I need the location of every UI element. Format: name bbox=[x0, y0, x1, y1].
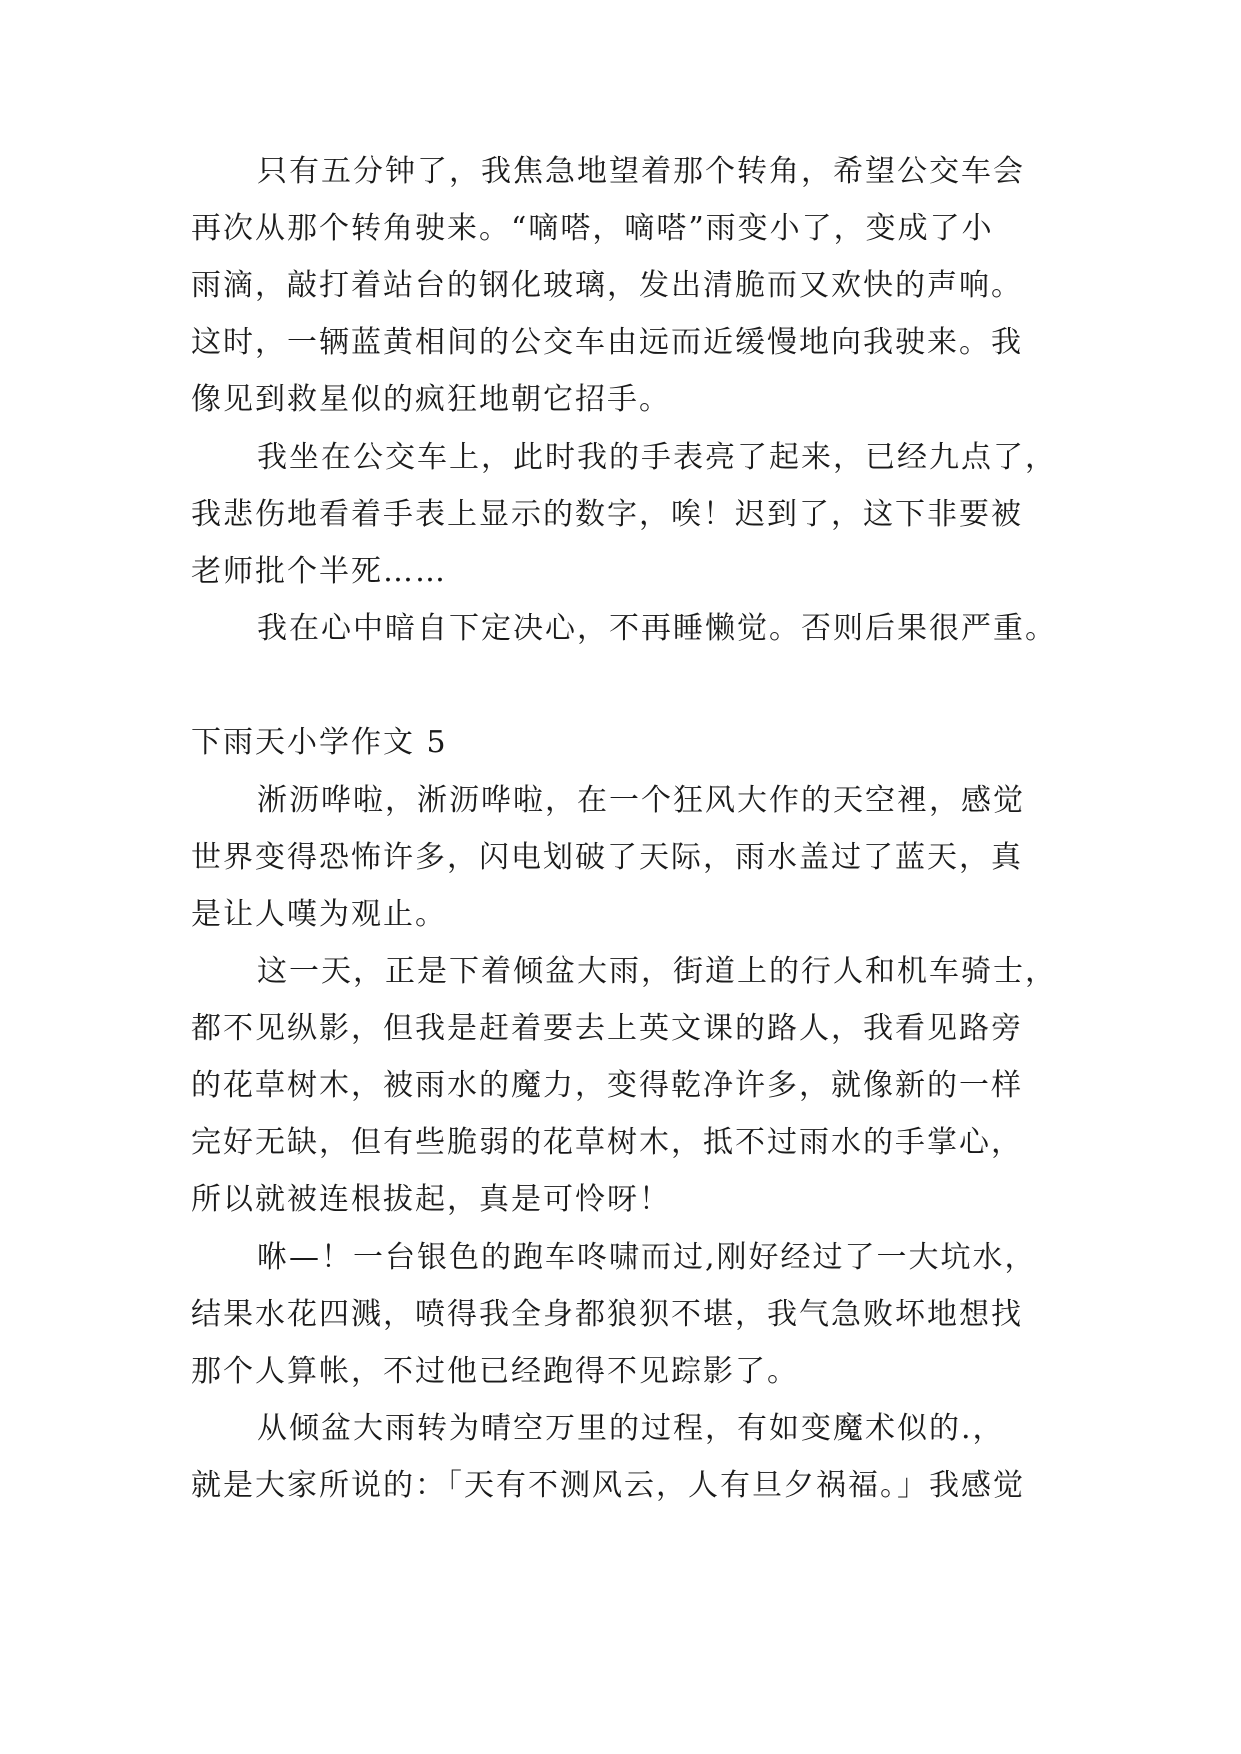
text-line: 雨滴，敲打着站台的钢化玻璃，发出清脆而又欢快的声响。 bbox=[191, 268, 1023, 303]
text-line: 所以就被连根拔起，真是可怜呀！ bbox=[191, 1182, 671, 1217]
text-line: 我悲伤地看着手表上显示的数字，唉！迟到了，这下非要被 bbox=[191, 497, 1023, 532]
text-line: 再次从那个转角驶来。“嘀嗒，嘀嗒”雨变小了，变成了小 bbox=[191, 211, 994, 246]
text-line: 我在心中暗自下定决心，不再睡懒觉。否则后果很严重。 bbox=[257, 611, 1057, 646]
section-title: 下雨天小学作文 5 bbox=[191, 725, 448, 760]
text-line: 淅沥哗啦，淅沥哗啦，在一个狂风大作的天空裡，感觉 bbox=[257, 783, 1025, 818]
text-line: 的花草树木，被雨水的魔力，变得乾净许多，就像新的一样 bbox=[191, 1068, 1023, 1103]
text-line: 那个人算帐，不过他已经跑得不见踪影了。 bbox=[191, 1354, 799, 1389]
text-line: 我坐在公交车上，此时我的手表亮了起来，已经九点了， bbox=[257, 440, 1057, 475]
text-line: 这时，一辆蓝黄相间的公交车由远而近缓慢地向我驶来。我 bbox=[191, 325, 1023, 360]
text-line: 咻—！一台银色的跑车咚啸而过,刚好经过了一大坑水， bbox=[257, 1240, 1037, 1275]
text-line: 老师批个半死…… bbox=[191, 554, 447, 589]
text-line: 结果水花四溅，喷得我全身都狼狈不堪，我气急败坏地想找 bbox=[191, 1297, 1023, 1332]
text-line: 这一天，正是下着倾盆大雨，街道上的行人和机车骑士， bbox=[257, 954, 1057, 989]
text-line: 是让人嘆为观止。 bbox=[191, 897, 447, 932]
text-line: 世界变得恐怖许多，闪电划破了天际，雨水盖过了蓝天，真 bbox=[191, 840, 1023, 875]
text-line: 从倾盆大雨转为晴空万里的过程，有如变魔术似的.， bbox=[257, 1411, 1005, 1446]
text-line: 完好无缺，但有些脆弱的花草树木，抵不过雨水的手掌心， bbox=[191, 1125, 1023, 1160]
text-line: 就是大家所说的：「天有不测风云，人有旦夕祸福。」我感觉 bbox=[191, 1468, 1025, 1503]
text-line: 像见到救星似的疯狂地朝它招手。 bbox=[191, 382, 671, 417]
text-line: 只有五分钟了，我焦急地望着那个转角，希望公交车会 bbox=[257, 154, 1025, 189]
text-line: 都不见纵影，但我是赶着要去上英文课的路人，我看见路旁 bbox=[191, 1011, 1023, 1046]
